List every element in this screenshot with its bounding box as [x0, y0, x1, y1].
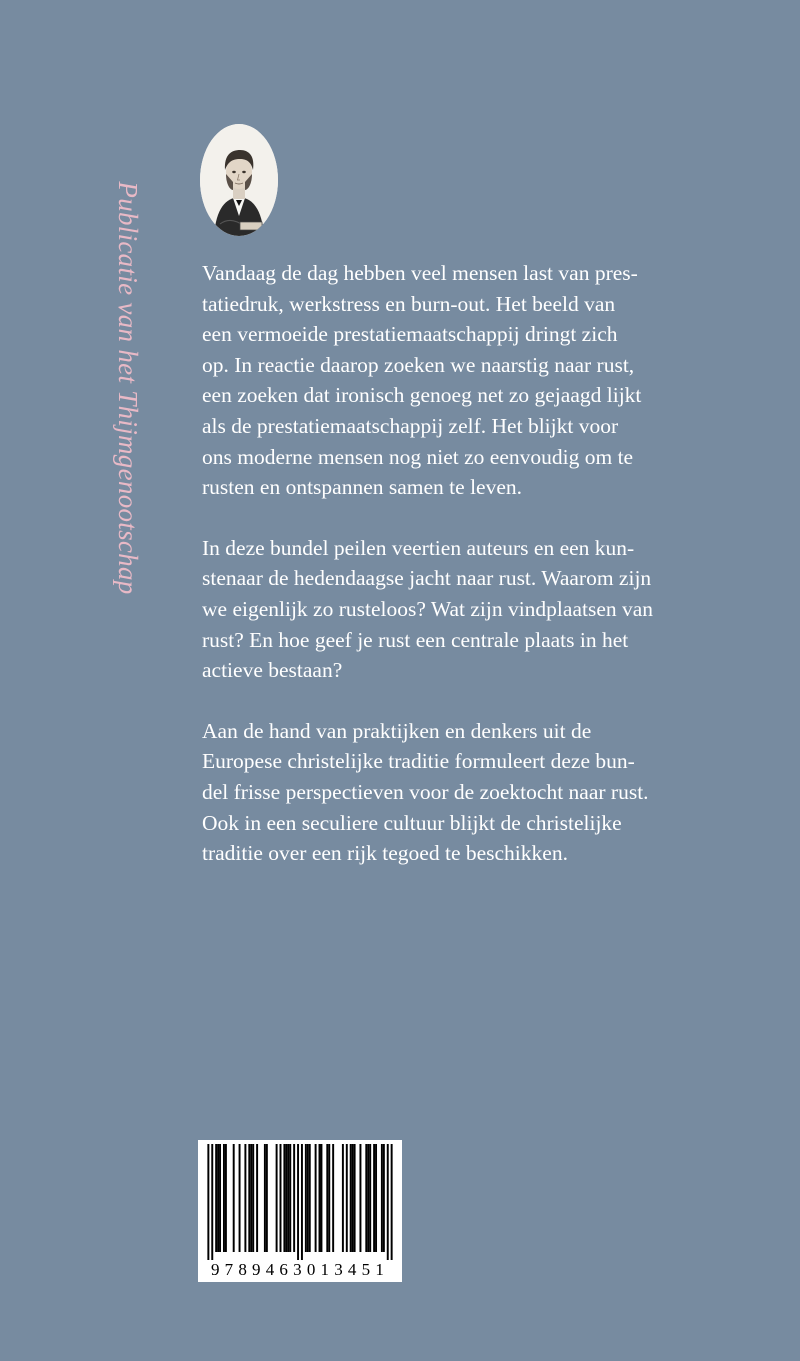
barcode-bar	[319, 1144, 321, 1252]
barcode-bar	[305, 1144, 307, 1252]
barcode-bar	[301, 1144, 303, 1260]
barcode-bar	[315, 1144, 317, 1252]
blurb-paragraph-2: In deze bundel peilen veertien auteurs en een kun- stenaar de hedendaagse jacht naar rust. Waarom zijn we eigenlijk zo rusteloos? Wat zijn vindplaatsen van rust? En hoe geef je rust een centrale plaats in het actieve bestaan?	[202, 535, 654, 683]
barcode-bar	[239, 1144, 241, 1252]
author-portrait	[200, 124, 278, 236]
barcode-bars	[198, 1140, 402, 1260]
barcode-bar	[332, 1144, 334, 1252]
barcode-bar	[293, 1144, 295, 1252]
barcode-bar	[342, 1144, 344, 1252]
barcode-bar	[352, 1144, 354, 1252]
barcode-bar	[250, 1144, 252, 1252]
isbn-number: 9789463013451	[210, 1260, 390, 1279]
barcode-bar	[215, 1144, 217, 1252]
barcode-bar	[359, 1144, 361, 1252]
isbn-barcode	[198, 1140, 402, 1282]
barcode-bar	[346, 1144, 348, 1252]
barcode-bar	[287, 1144, 289, 1252]
barcode-bar	[256, 1144, 258, 1252]
barcode-bar	[219, 1144, 221, 1252]
barcode-bar	[369, 1144, 371, 1252]
barcode-bar	[276, 1144, 278, 1252]
barcode-bar	[252, 1144, 254, 1252]
barcode-bar	[244, 1144, 246, 1252]
barcode-bar	[383, 1144, 385, 1252]
back-cover-blurb	[202, 258, 722, 869]
barcode-bar	[217, 1144, 219, 1252]
barcode-bar	[365, 1144, 367, 1252]
barcode-bar	[373, 1144, 375, 1252]
barcode-bar	[285, 1144, 287, 1252]
barcode-bar	[283, 1144, 285, 1252]
barcode-bar	[387, 1144, 389, 1260]
barcode-bar	[233, 1144, 235, 1252]
barcode-bar	[266, 1144, 268, 1252]
barcode-bar	[375, 1144, 377, 1252]
spine-publisher-text: Publicatie van het Thijmgenootschap	[113, 181, 143, 595]
barcode-bar	[211, 1144, 213, 1260]
barcode-bar	[391, 1144, 393, 1260]
barcode-bar	[367, 1144, 369, 1252]
barcode-bar	[320, 1144, 322, 1252]
barcode-bar	[207, 1144, 209, 1260]
barcode-bar	[354, 1144, 356, 1252]
barcode-bar	[289, 1144, 291, 1252]
blurb-paragraph-1: Vandaag de dag hebben veel mensen last van pres- tatiedruk, werkstress en burn-out. Het beeld van een vermoeide prestatiemaatschappij dringt zich op. In reactie daarop zoeken we naarstig naar rust, een zoeken dat ironisch genoeg net zo gejaagd lijkt als de prestatiemaatschappij zelf. Het blijkt voor ons moderne mensen nog niet zo eenvoudig om te rusten en ontspannen samen te leven.	[202, 261, 642, 500]
barcode-bar	[248, 1144, 250, 1252]
barcode-bar	[326, 1144, 328, 1252]
barcode-bar	[350, 1144, 352, 1252]
blurb-paragraph-3: Aan de hand van praktijken en denkers uit de Europese christelijke traditie formuleert deze bun- del frisse perspectieven voor de zoektocht naar rust. Ook in een seculiere cultuur blijkt de christelijke traditie over een rijk tegoed te beschikken.	[202, 718, 649, 866]
barcode-bar	[307, 1144, 309, 1252]
barcode-bar	[280, 1144, 282, 1252]
barcode-bar	[328, 1144, 330, 1252]
barcode-bar	[225, 1144, 227, 1252]
portrait-engraving-icon	[200, 124, 278, 236]
barcode-bar	[223, 1144, 225, 1252]
barcode-bar	[309, 1144, 311, 1252]
barcode-bar	[381, 1144, 383, 1252]
barcode-bar	[297, 1144, 299, 1260]
barcode-bar	[264, 1144, 266, 1252]
